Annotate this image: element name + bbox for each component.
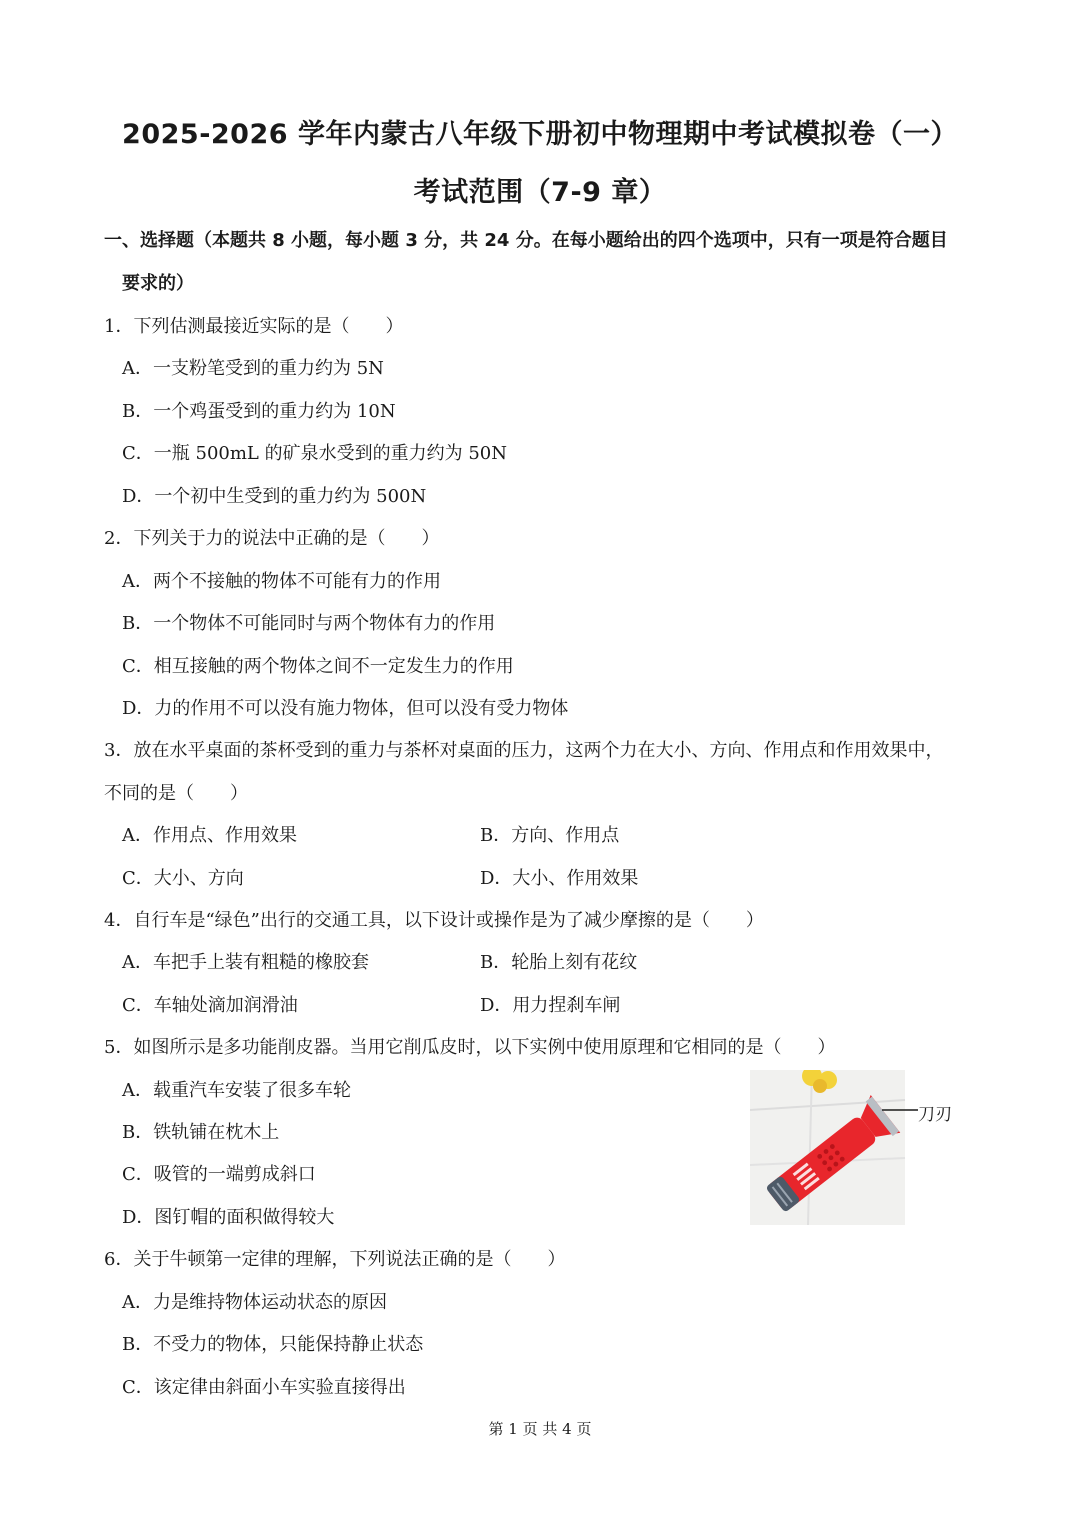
question-4-option-d[interactable]: D．用力捏刹车闸 xyxy=(480,995,621,1016)
section-heading-cont: 要求的） xyxy=(122,273,194,294)
peeler-figure xyxy=(750,1070,955,1225)
question-4-option-c[interactable]: C．车轴处滴加润滑油 xyxy=(122,995,298,1016)
blade-label: 刀刃 xyxy=(918,1105,952,1125)
question-1-option-a[interactable]: A．一支粉笔受到的重力约为 5N xyxy=(122,358,384,379)
question-1-option-d[interactable]: D．一个初中生受到的重力约为 500N xyxy=(122,486,427,507)
question-1-option-b[interactable]: B．一个鸡蛋受到的重力约为 10N xyxy=(122,401,396,422)
question-3-option-a[interactable]: A．作用点、作用效果 xyxy=(122,825,297,846)
question-3-stem: 3．放在水平桌面的茶杯受到的重力与茶杯对桌面的压力，这两个力在大小、方向、作用点和作用效果中， xyxy=(104,740,944,761)
question-1-stem: 1．下列估测最接近实际的是（ ） xyxy=(104,316,404,337)
question-2-option-b[interactable]: B．一个物体不可能同时与两个物体有力的作用 xyxy=(122,613,496,634)
question-5-option-a[interactable]: A．载重汽车安装了很多车轮 xyxy=(122,1080,351,1101)
question-6-stem: 6．关于牛顿第一定律的理解，下列说法正确的是（ ） xyxy=(104,1249,566,1270)
question-6-option-a[interactable]: A．力是维持物体运动状态的原因 xyxy=(122,1292,387,1313)
question-3-option-d[interactable]: D．大小、作用效果 xyxy=(480,868,639,889)
question-4-option-a[interactable]: A．车把手上装有粗糙的橡胶套 xyxy=(122,952,369,973)
question-4-option-b[interactable]: B．轮胎上刻有花纹 xyxy=(480,952,638,973)
question-3-stem-cont: 不同的是（ ） xyxy=(104,783,248,804)
question-6-option-b[interactable]: B．不受力的物体，只能保持静止状态 xyxy=(122,1334,424,1355)
question-1-option-c[interactable]: C．一瓶 500mL 的矿泉水受到的重力约为 50N xyxy=(122,443,507,464)
question-3-option-b[interactable]: B．方向、作用点 xyxy=(480,825,620,846)
section-heading: 一、选择题（本题共 8 小题，每小题 3 分，共 24 分。在每小题给出的四个选项中，只有一项是符合题目 xyxy=(104,230,948,251)
question-3-option-c[interactable]: C．大小、方向 xyxy=(122,868,244,889)
question-5-option-b[interactable]: B．铁轨铺在枕木上 xyxy=(122,1122,280,1143)
question-2-option-a[interactable]: A．两个不接触的物体不可能有力的作用 xyxy=(122,571,441,592)
question-4-stem: 4．自行车是“绿色”出行的交通工具，以下设计或操作是为了减少摩擦的是（ ） xyxy=(104,910,764,931)
peeler-illustration xyxy=(750,1070,955,1225)
page-title: 2025-2026 学年内蒙古八年级下册初中物理期中考试模拟卷（一） xyxy=(122,119,958,150)
question-2-option-c[interactable]: C．相互接触的两个物体之间不一定发生力的作用 xyxy=(122,656,514,677)
question-2-option-d[interactable]: D．力的作用不可以没有施力物体，但可以没有受力物体 xyxy=(122,698,569,719)
question-6-option-c[interactable]: C．该定律由斜面小车实验直接得出 xyxy=(122,1377,406,1398)
question-2-stem: 2．下列关于力的说法中正确的是（ ） xyxy=(104,528,440,549)
question-5-option-d[interactable]: D．图钉帽的面积做得较大 xyxy=(122,1207,335,1228)
question-5-stem: 5．如图所示是多功能削皮器。当用它削瓜皮时，以下实例中使用原理和它相同的是（ ） xyxy=(104,1037,836,1058)
exam-scope-subtitle: 考试范围（7-9 章） xyxy=(413,177,667,208)
page-footer: 第 1 页 共 4 页 xyxy=(488,1420,592,1438)
question-5-option-c[interactable]: C．吸管的一端剪成斜口 xyxy=(122,1164,316,1185)
